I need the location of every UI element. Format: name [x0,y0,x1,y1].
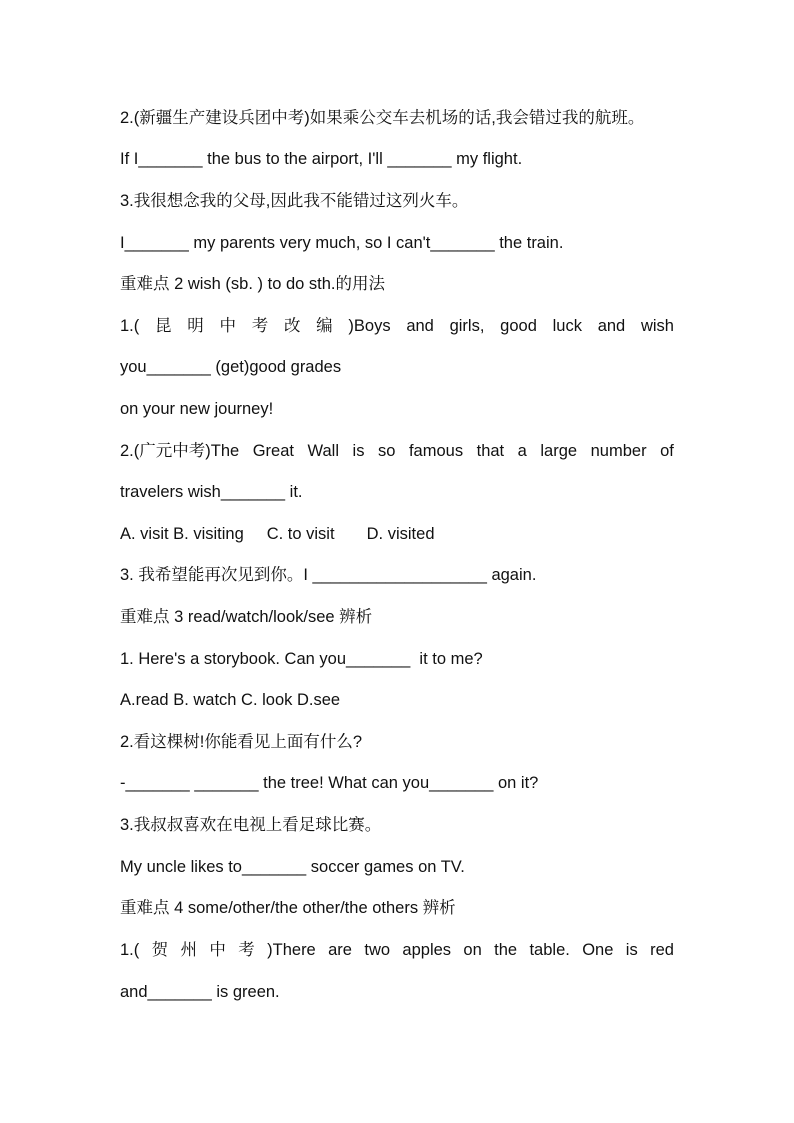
word: on [463,941,482,959]
word: 中 [209,941,226,959]
section-heading: 重难点 4 some/other/the other/the others 辨析 [120,899,456,917]
word: that [476,442,505,460]
word: 昆 [155,317,172,335]
question-line: 3. 我希望能再次见到你。I ___________________ again. [120,566,537,584]
word: famous [408,442,464,460]
word: 中 [219,317,236,335]
word: two [364,941,391,959]
question-line: 3.我很想念我的父母,因此我不能错过这列火车。 [120,192,469,210]
question-line: I_______ my parents very much, so I can't_______ the train. [120,234,564,252]
word: 州 [180,941,198,959]
word: of [660,442,674,460]
word: 改 [283,317,301,335]
word: Great [252,442,294,460]
word: good [500,317,537,335]
question-line: on your new journey! [120,400,274,418]
question-line: My uncle likes to_______ soccer games on TV. [120,858,465,876]
word: are [328,941,352,959]
question-line: If I_______ the bus to the airport, I'll _______ my flight. [120,150,523,168]
word: and [597,317,626,335]
word: 考 [238,941,255,959]
word: is [625,941,638,959]
word: 1.( [120,317,140,335]
word: girls, [449,317,485,335]
question-line: 2.看这棵树!你能看见上面有什么? [120,733,363,751]
word: wish [640,317,674,335]
word: )Boys [348,317,391,335]
question-line: you_______ (get)good grades [120,358,342,376]
question-line: 2.(新疆生产建设兵团中考)如果乘公交车去机场的话,我会错过我的航班。 [120,109,645,127]
word: large [540,442,578,460]
word: apples [402,941,452,959]
word: luck [552,317,582,335]
section-heading: 重难点 3 read/watch/look/see 辨析 [120,608,373,626]
word: the [494,941,518,959]
question-line: 3.我叔叔喜欢在电视上看足球比赛。 [120,816,382,834]
word: so [378,442,396,460]
question-line: -_______ _______ the tree! What can you_______ on it? [120,774,539,792]
question-line: travelers wish_______ it. [120,483,303,501]
answer-options: A.read B. watch C. look D.see [120,691,341,709]
word: 明 [187,317,204,335]
word: red [650,941,674,959]
word: a [517,442,527,460]
question-line-justified [120,940,674,960]
word: number [590,442,647,460]
answer-options: A. visit B. visiting C. to visit D. visited [120,525,435,543]
word: table. [529,941,570,959]
question-line-justified [120,441,674,461]
question-line-justified [120,316,674,336]
word: 考 [251,317,269,335]
word: 2.(广元中考)The [120,442,240,460]
question-line: 1. Here's a storybook. Can you_______ it to me? [120,650,483,668]
word: Wall [307,442,340,460]
word: 1.( [120,941,140,959]
question-line: and_______ is green. [120,983,280,1001]
word: is [352,442,365,460]
word: 贺 [151,941,169,959]
word: )There [267,941,316,959]
section-heading: 重难点 2 wish (sb. ) to do sth.的用法 [120,275,385,293]
word: 编 [316,317,333,335]
word: and [406,317,434,335]
word: One [582,941,614,959]
